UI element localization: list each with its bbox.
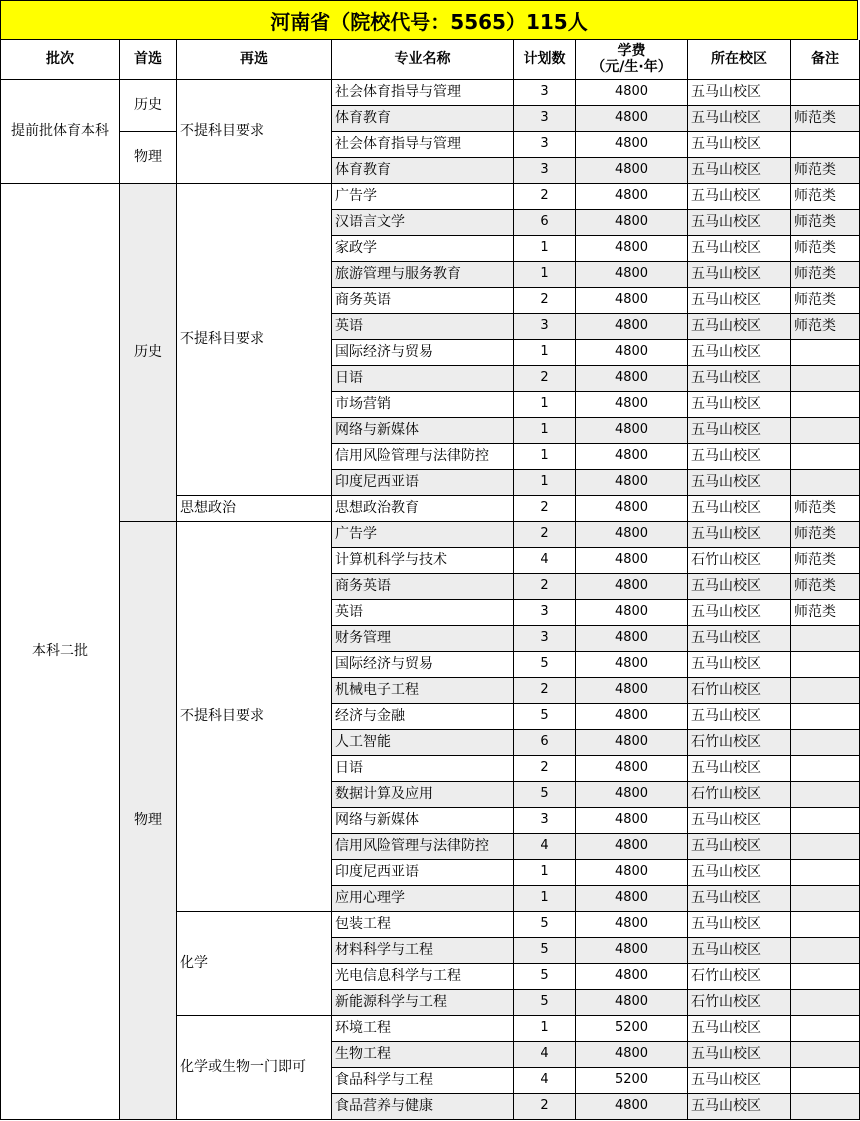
row-note: 师范类: [791, 184, 860, 210]
row-major: 家政学: [332, 236, 514, 262]
row-campus: 石竹山校区: [688, 990, 791, 1016]
row-plan: 4: [514, 1068, 576, 1094]
row-campus: 五马山校区: [688, 236, 791, 262]
header-note: 备注: [791, 40, 860, 80]
row-campus: 五马山校区: [688, 626, 791, 652]
row-campus: 石竹山校区: [688, 964, 791, 990]
row-campus: 五马山校区: [688, 574, 791, 600]
row-major: 经济与金融: [332, 704, 514, 730]
row-note: 师范类: [791, 236, 860, 262]
row-major: 网络与新媒体: [332, 418, 514, 444]
row-fee: 4800: [576, 574, 688, 600]
batch-early: 提前批体育本科: [0, 80, 120, 184]
row-plan: 2: [514, 184, 576, 210]
row-campus: 五马山校区: [688, 210, 791, 236]
row-plan: 5: [514, 938, 576, 964]
row-note: [791, 834, 860, 860]
row-campus: 五马山校区: [688, 132, 791, 158]
row-fee: 4800: [576, 392, 688, 418]
row-major: 商务英语: [332, 288, 514, 314]
row-fee: 4800: [576, 470, 688, 496]
admission-table: [0, 40, 860, 1121]
row-fee: 4800: [576, 626, 688, 652]
row-major: 英语: [332, 314, 514, 340]
row-major: 国际经济与贸易: [332, 652, 514, 678]
row-campus: 五马山校区: [688, 366, 791, 392]
row-fee: 4800: [576, 912, 688, 938]
row-campus: 五马山校区: [688, 808, 791, 834]
row-plan: 2: [514, 522, 576, 548]
row-fee: 4800: [576, 938, 688, 964]
row-plan: 1: [514, 886, 576, 912]
row-note: 师范类: [791, 106, 860, 132]
first-choice-physics: 物理: [120, 132, 177, 184]
row-major: 应用心理学: [332, 886, 514, 912]
row-fee: 4800: [576, 1042, 688, 1068]
header-batch: 批次: [0, 40, 120, 80]
row-note: [791, 366, 860, 392]
row-note: [791, 730, 860, 756]
row-plan: 5: [514, 782, 576, 808]
row-plan: 3: [514, 158, 576, 184]
row-plan: 1: [514, 470, 576, 496]
row-campus: 五马山校区: [688, 262, 791, 288]
header-campus: 所在校区: [688, 40, 791, 80]
row-plan: 6: [514, 210, 576, 236]
row-campus: 五马山校区: [688, 1042, 791, 1068]
row-note: 师范类: [791, 548, 860, 574]
row-fee: 4800: [576, 80, 688, 106]
first-choice-physics: 物理: [120, 522, 177, 1120]
row-campus: 五马山校区: [688, 288, 791, 314]
row-plan: 1: [514, 444, 576, 470]
row-note: [791, 340, 860, 366]
row-plan: 2: [514, 678, 576, 704]
row-plan: 6: [514, 730, 576, 756]
row-fee: 5200: [576, 1068, 688, 1094]
row-note: [791, 678, 860, 704]
row-note: [791, 756, 860, 782]
row-campus: 五马山校区: [688, 1068, 791, 1094]
row-fee: 4800: [576, 496, 688, 522]
row-campus: 石竹山校区: [688, 548, 791, 574]
row-major: 计算机科学与技术: [332, 548, 514, 574]
row-fee: 4800: [576, 522, 688, 548]
row-plan: 4: [514, 834, 576, 860]
row-plan: 1: [514, 392, 576, 418]
row-campus: 五马山校区: [688, 470, 791, 496]
row-fee: 4800: [576, 730, 688, 756]
row-major: 社会体育指导与管理: [332, 132, 514, 158]
row-fee: 4800: [576, 444, 688, 470]
row-note: [791, 808, 860, 834]
row-campus: 五马山校区: [688, 600, 791, 626]
row-note: [791, 444, 860, 470]
row-fee: 4800: [576, 106, 688, 132]
row-plan: 1: [514, 1016, 576, 1042]
row-fee: 4800: [576, 158, 688, 184]
row-campus: 五马山校区: [688, 756, 791, 782]
row-plan: 3: [514, 600, 576, 626]
row-note: [791, 782, 860, 808]
row-campus: 五马山校区: [688, 1016, 791, 1042]
row-fee: 5200: [576, 1016, 688, 1042]
row-major: 英语: [332, 600, 514, 626]
row-fee: 4800: [576, 184, 688, 210]
row-campus: 五马山校区: [688, 938, 791, 964]
row-note: [791, 1042, 860, 1068]
row-note: 师范类: [791, 314, 860, 340]
row-note: [791, 912, 860, 938]
row-major: 旅游管理与服务教育: [332, 262, 514, 288]
reselect-no-requirement: 不提科目要求: [177, 184, 332, 496]
row-major: 日语: [332, 756, 514, 782]
row-major: 社会体育指导与管理: [332, 80, 514, 106]
first-choice-history: 历史: [120, 80, 177, 132]
row-note: 师范类: [791, 210, 860, 236]
row-fee: 4800: [576, 418, 688, 444]
row-note: [791, 470, 860, 496]
row-major: 食品科学与工程: [332, 1068, 514, 1094]
row-major: 新能源科学与工程: [332, 990, 514, 1016]
row-plan: 5: [514, 652, 576, 678]
row-note: 师范类: [791, 496, 860, 522]
row-fee: 4800: [576, 236, 688, 262]
row-major: 网络与新媒体: [332, 808, 514, 834]
row-campus: 五马山校区: [688, 314, 791, 340]
row-plan: 1: [514, 236, 576, 262]
row-plan: 3: [514, 132, 576, 158]
row-major: 汉语言文学: [332, 210, 514, 236]
row-note: [791, 886, 860, 912]
row-campus: 五马山校区: [688, 340, 791, 366]
row-plan: 2: [514, 756, 576, 782]
row-note: [791, 1016, 860, 1042]
row-plan: 4: [514, 548, 576, 574]
row-plan: 4: [514, 1042, 576, 1068]
row-fee: 4800: [576, 652, 688, 678]
row-fee: 4800: [576, 288, 688, 314]
header-plan: 计划数: [514, 40, 576, 80]
row-major: 思想政治教育: [332, 496, 514, 522]
row-campus: 五马山校区: [688, 158, 791, 184]
row-major: 财务管理: [332, 626, 514, 652]
row-major: 人工智能: [332, 730, 514, 756]
row-major: 体育教育: [332, 158, 514, 184]
row-campus: 石竹山校区: [688, 678, 791, 704]
header-first-choice: 首选: [120, 40, 177, 80]
row-fee: 4800: [576, 964, 688, 990]
row-campus: 五马山校区: [688, 652, 791, 678]
row-major: 材料科学与工程: [332, 938, 514, 964]
row-fee: 4800: [576, 886, 688, 912]
reselect-chem-or-bio: 化学或生物一门即可: [177, 1016, 332, 1120]
reselect-no-requirement: 不提科目要求: [177, 80, 332, 184]
row-fee: 4800: [576, 366, 688, 392]
row-note: 师范类: [791, 600, 860, 626]
row-plan: 3: [514, 80, 576, 106]
row-note: [791, 418, 860, 444]
row-plan: 5: [514, 964, 576, 990]
row-plan: 3: [514, 106, 576, 132]
row-fee: 4800: [576, 808, 688, 834]
row-campus: 五马山校区: [688, 496, 791, 522]
row-fee: 4800: [576, 1094, 688, 1120]
row-fee: 4800: [576, 678, 688, 704]
row-campus: 五马山校区: [688, 704, 791, 730]
row-fee: 4800: [576, 314, 688, 340]
row-note: [791, 964, 860, 990]
row-campus: 五马山校区: [688, 444, 791, 470]
row-fee: 4800: [576, 782, 688, 808]
reselect-chemistry: 化学: [177, 912, 332, 1016]
reselect-no-requirement: 不提科目要求: [177, 522, 332, 912]
row-major: 体育教育: [332, 106, 514, 132]
row-plan: 3: [514, 626, 576, 652]
row-note: [791, 652, 860, 678]
row-major: 商务英语: [332, 574, 514, 600]
header-fee-line1: 学费: [617, 43, 646, 60]
row-note: 师范类: [791, 158, 860, 184]
header-fee-line2: （元/生·年）: [591, 58, 672, 75]
row-major: 国际经济与贸易: [332, 340, 514, 366]
header-fee: [576, 40, 688, 80]
row-note: 师范类: [791, 262, 860, 288]
header-major: 专业名称: [332, 40, 514, 80]
row-fee: 4800: [576, 548, 688, 574]
sheet-title: 河南省（院校代号：5565）115人: [0, 0, 858, 40]
row-note: [791, 990, 860, 1016]
row-plan: 2: [514, 288, 576, 314]
row-note: 师范类: [791, 288, 860, 314]
first-choice-history: 历史: [120, 184, 177, 522]
row-campus: 石竹山校区: [688, 730, 791, 756]
row-campus: 五马山校区: [688, 912, 791, 938]
row-plan: 2: [514, 1094, 576, 1120]
row-major: 信用风险管理与法律防控: [332, 444, 514, 470]
row-campus: 石竹山校区: [688, 782, 791, 808]
row-plan: 2: [514, 496, 576, 522]
row-major: 印度尼西亚语: [332, 860, 514, 886]
row-campus: 五马山校区: [688, 392, 791, 418]
row-plan: 1: [514, 860, 576, 886]
row-campus: 五马山校区: [688, 80, 791, 106]
reselect-politics: 思想政治: [177, 496, 332, 522]
row-fee: 4800: [576, 756, 688, 782]
row-campus: 五马山校区: [688, 418, 791, 444]
row-major: 环境工程: [332, 1016, 514, 1042]
row-note: 师范类: [791, 522, 860, 548]
row-note: [791, 392, 860, 418]
row-major: 机械电子工程: [332, 678, 514, 704]
row-plan: 1: [514, 340, 576, 366]
row-note: 师范类: [791, 574, 860, 600]
row-plan: 3: [514, 808, 576, 834]
row-campus: 五马山校区: [688, 184, 791, 210]
row-fee: 4800: [576, 600, 688, 626]
row-plan: 5: [514, 704, 576, 730]
row-plan: 1: [514, 262, 576, 288]
row-plan: 3: [514, 314, 576, 340]
batch-second: 本科二批: [0, 184, 120, 1120]
row-note: [791, 1094, 860, 1120]
row-fee: 4800: [576, 860, 688, 886]
row-plan: 1: [514, 418, 576, 444]
row-campus: 五马山校区: [688, 522, 791, 548]
row-note: [791, 626, 860, 652]
row-fee: 4800: [576, 132, 688, 158]
row-fee: 4800: [576, 210, 688, 236]
row-fee: 4800: [576, 834, 688, 860]
row-major: 光电信息科学与工程: [332, 964, 514, 990]
row-note: [791, 938, 860, 964]
row-fee: 4800: [576, 340, 688, 366]
row-plan: 5: [514, 990, 576, 1016]
row-major: 广告学: [332, 184, 514, 210]
row-fee: 4800: [576, 704, 688, 730]
row-major: 广告学: [332, 522, 514, 548]
row-campus: 五马山校区: [688, 860, 791, 886]
row-plan: 2: [514, 366, 576, 392]
row-major: 生物工程: [332, 1042, 514, 1068]
row-note: [791, 80, 860, 106]
row-note: [791, 132, 860, 158]
header-reselect: 再选: [177, 40, 332, 80]
row-major: 日语: [332, 366, 514, 392]
row-major: 食品营养与健康: [332, 1094, 514, 1120]
row-note: [791, 860, 860, 886]
row-fee: 4800: [576, 262, 688, 288]
row-campus: 五马山校区: [688, 106, 791, 132]
row-note: [791, 1068, 860, 1094]
row-major: 市场营销: [332, 392, 514, 418]
row-major: 数据计算及应用: [332, 782, 514, 808]
row-campus: 五马山校区: [688, 886, 791, 912]
row-campus: 五马山校区: [688, 1094, 791, 1120]
row-fee: 4800: [576, 990, 688, 1016]
row-major: 印度尼西亚语: [332, 470, 514, 496]
row-plan: 5: [514, 912, 576, 938]
row-note: [791, 704, 860, 730]
row-campus: 五马山校区: [688, 834, 791, 860]
row-major: 信用风险管理与法律防控: [332, 834, 514, 860]
row-major: 包装工程: [332, 912, 514, 938]
row-plan: 2: [514, 574, 576, 600]
